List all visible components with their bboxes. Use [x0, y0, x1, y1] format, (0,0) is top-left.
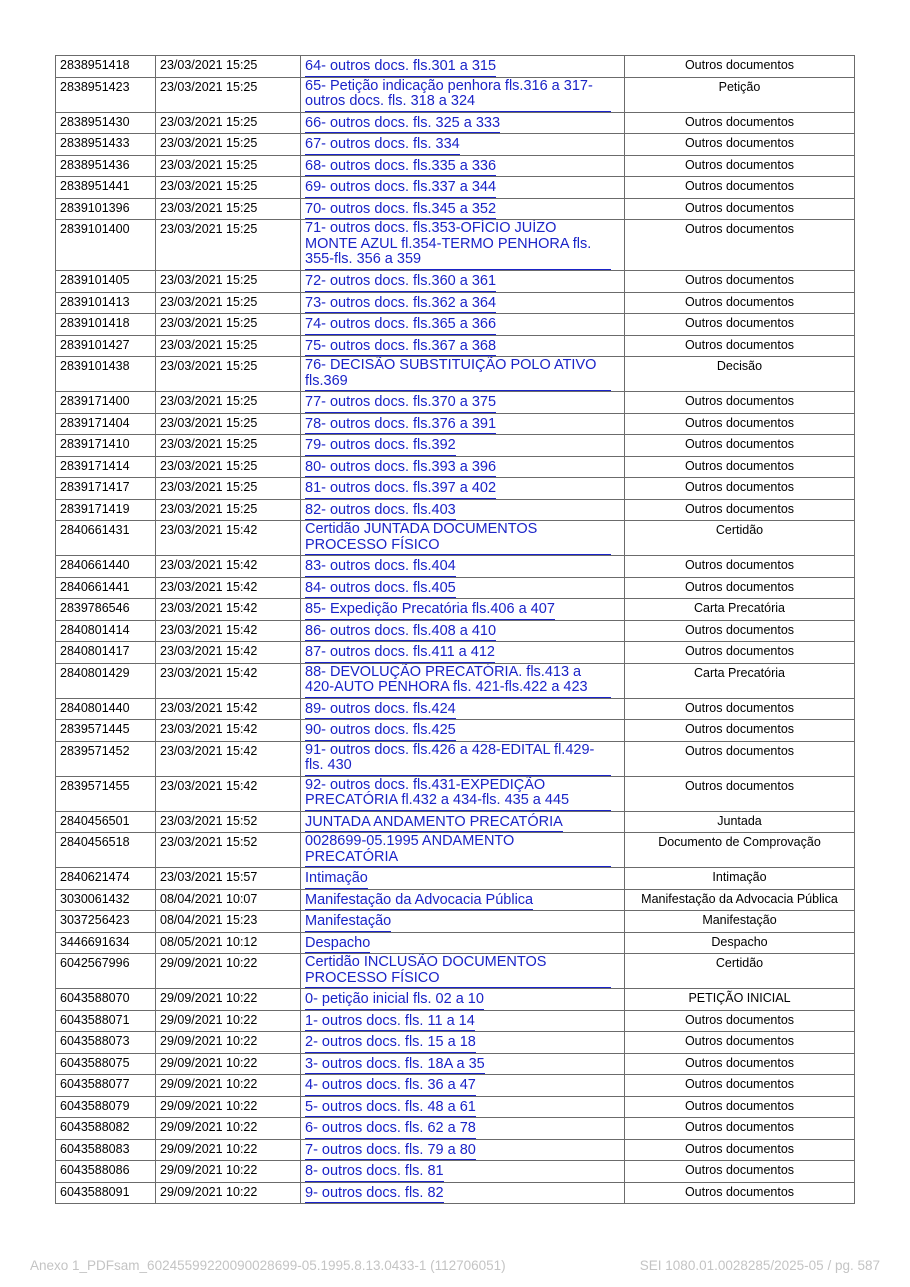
document-id: 6043588086: [56, 1161, 156, 1183]
document-type: Outros documentos: [625, 642, 855, 664]
document-id: 2838951418: [56, 56, 156, 78]
document-cell: [301, 776, 625, 811]
document-link[interactable]: 5- outros docs. fls. 48 a 61: [305, 1100, 476, 1118]
document-date: 23/03/2021 15:25: [156, 392, 301, 414]
document-cell: [301, 357, 625, 392]
document-cell: [301, 556, 625, 578]
document-type: Outros documentos: [625, 392, 855, 414]
document-link[interactable]: 91- outros docs. fls.426 a 428-EDITAL fl.429- fls. 430: [305, 743, 611, 776]
document-cell: [301, 932, 625, 954]
document-link[interactable]: 84- outros docs. fls.405: [305, 581, 456, 599]
document-cell: [301, 577, 625, 599]
table-row: [56, 413, 855, 435]
document-id: 2838951433: [56, 134, 156, 156]
document-date: 23/03/2021 15:25: [156, 314, 301, 336]
document-id: 2839101438: [56, 357, 156, 392]
document-link[interactable]: 69- outros docs. fls.337 a 344: [305, 180, 496, 198]
document-date: 23/03/2021 15:42: [156, 642, 301, 664]
document-link[interactable]: 7- outros docs. fls. 79 a 80: [305, 1143, 476, 1161]
table-row: [56, 577, 855, 599]
document-link[interactable]: 68- outros docs. fls.335 a 336: [305, 159, 496, 177]
document-id: 3037256423: [56, 911, 156, 933]
document-link[interactable]: 72- outros docs. fls.360 a 361: [305, 274, 496, 292]
document-id: 2839101427: [56, 335, 156, 357]
document-cell: [301, 868, 625, 890]
document-date: 29/09/2021 10:22: [156, 1118, 301, 1140]
document-type: Outros documentos: [625, 1010, 855, 1032]
document-id: 2840621474: [56, 868, 156, 890]
document-id: 2839571455: [56, 776, 156, 811]
document-date: 23/03/2021 15:25: [156, 456, 301, 478]
document-cell: [301, 1118, 625, 1140]
table-row: [56, 1182, 855, 1204]
document-cell: [301, 911, 625, 933]
document-id: 2838951436: [56, 155, 156, 177]
table-row: [56, 220, 855, 271]
document-date: 23/03/2021 15:25: [156, 56, 301, 78]
document-type: Outros documentos: [625, 1075, 855, 1097]
document-link[interactable]: 67- outros docs. fls. 334: [305, 137, 460, 155]
document-date: 23/03/2021 15:42: [156, 741, 301, 776]
document-cell: [301, 642, 625, 664]
document-id: 6043588079: [56, 1096, 156, 1118]
document-id: 2839101405: [56, 271, 156, 293]
table-row: [56, 456, 855, 478]
document-type: Outros documentos: [625, 435, 855, 457]
document-cell: [301, 335, 625, 357]
document-link[interactable]: 80- outros docs. fls.393 a 396: [305, 460, 496, 478]
document-id: 2839101396: [56, 198, 156, 220]
document-date: 23/03/2021 15:42: [156, 776, 301, 811]
document-link[interactable]: 3- outros docs. fls. 18A a 35: [305, 1057, 485, 1075]
document-id: 2839171417: [56, 478, 156, 500]
document-date: 29/09/2021 10:22: [156, 1096, 301, 1118]
table-row: [56, 177, 855, 199]
document-type: Outros documentos: [625, 134, 855, 156]
document-date: 29/09/2021 10:22: [156, 1032, 301, 1054]
table-row: [56, 357, 855, 392]
document-id: 2838951430: [56, 112, 156, 134]
document-link[interactable]: 66- outros docs. fls. 325 a 333: [305, 116, 500, 134]
document-type: Outros documentos: [625, 720, 855, 742]
document-id: 2840661440: [56, 556, 156, 578]
document-cell: [301, 833, 625, 868]
document-date: 23/03/2021 15:42: [156, 720, 301, 742]
document-link[interactable]: 89- outros docs. fls.424: [305, 702, 456, 720]
document-date: 23/03/2021 15:52: [156, 833, 301, 868]
document-date: 23/03/2021 15:25: [156, 155, 301, 177]
table-row: [56, 314, 855, 336]
document-cell: [301, 1161, 625, 1183]
document-date: 23/03/2021 15:25: [156, 220, 301, 271]
document-link[interactable]: 83- outros docs. fls.404: [305, 559, 456, 577]
table-row: [56, 1118, 855, 1140]
document-id: 6043588083: [56, 1139, 156, 1161]
document-type: Outros documentos: [625, 1032, 855, 1054]
table-row: [56, 911, 855, 933]
document-id: 2840801417: [56, 642, 156, 664]
document-type: Certidão: [625, 954, 855, 989]
document-link[interactable]: 82- outros docs. fls.403: [305, 503, 456, 521]
footer-source: Anexo 1_PDFsam_60245599220090028699-05.1995.8.13.0433-1 (112706051): [30, 1258, 506, 1273]
table-row: [56, 663, 855, 698]
document-id: 2838951441: [56, 177, 156, 199]
document-cell: [301, 811, 625, 833]
document-date: 23/03/2021 15:42: [156, 599, 301, 621]
table-row: [56, 521, 855, 556]
document-id: 2839171400: [56, 392, 156, 414]
document-link[interactable]: 85- Expedição Precatória fls.406 a 407: [305, 602, 555, 620]
document-cell: [301, 77, 625, 112]
document-type: Outros documentos: [625, 456, 855, 478]
document-date: 23/03/2021 15:42: [156, 663, 301, 698]
document-id: 2840801440: [56, 698, 156, 720]
table-row: [56, 954, 855, 989]
document-cell: [301, 456, 625, 478]
document-date: 29/09/2021 10:22: [156, 954, 301, 989]
document-id: 6043588091: [56, 1182, 156, 1204]
document-date: 29/09/2021 10:22: [156, 989, 301, 1011]
document-cell: [301, 292, 625, 314]
document-cell: [301, 1182, 625, 1204]
document-id: 6043588070: [56, 989, 156, 1011]
document-link[interactable]: 75- outros docs. fls.367 a 368: [305, 339, 496, 357]
document-link[interactable]: 65- Petição indicação penhora fls.316 a 317- outros docs. fls. 318 a 324: [305, 79, 611, 112]
document-link[interactable]: 79- outros docs. fls.392: [305, 438, 456, 456]
document-link[interactable]: 90- outros docs. fls.425: [305, 723, 456, 741]
document-link[interactable]: JUNTADA ANDAMENTO PRECATÓRIA: [305, 815, 563, 833]
document-id: 2839171414: [56, 456, 156, 478]
document-link[interactable]: 74- outros docs. fls.365 a 366: [305, 317, 496, 335]
document-link[interactable]: Certidão JUNTADA DOCUMENTOS PROCESSO FÍSICO: [305, 522, 611, 555]
document-type: Juntada: [625, 811, 855, 833]
document-id: 2840801429: [56, 663, 156, 698]
document-cell: [301, 521, 625, 556]
document-date: 23/03/2021 15:25: [156, 198, 301, 220]
document-cell: [301, 198, 625, 220]
document-type: Outros documentos: [625, 198, 855, 220]
table-row: [56, 271, 855, 293]
document-link[interactable]: 64- outros docs. fls.301 a 315: [305, 59, 496, 77]
document-cell: [301, 1032, 625, 1054]
footer-page-reference: SEI 1080.01.0028285/2025-05 / pg. 587: [639, 1258, 880, 1273]
document-cell: [301, 954, 625, 989]
document-link[interactable]: Manifestação da Advocacia Pública: [305, 893, 533, 911]
document-cell: [301, 741, 625, 776]
document-id: 3030061432: [56, 889, 156, 911]
document-id: 6043588075: [56, 1053, 156, 1075]
table-row: [56, 292, 855, 314]
table-row: [56, 478, 855, 500]
document-type: Outros documentos: [625, 413, 855, 435]
document-cell: [301, 220, 625, 271]
table-row: [56, 620, 855, 642]
document-link[interactable]: 86- outros docs. fls.408 a 410: [305, 624, 496, 642]
document-type: Carta Precatória: [625, 663, 855, 698]
document-type: Outros documentos: [625, 620, 855, 642]
table-row: [56, 599, 855, 621]
document-date: 23/03/2021 15:25: [156, 112, 301, 134]
document-id: 2839171404: [56, 413, 156, 435]
document-date: 29/09/2021 10:22: [156, 1161, 301, 1183]
document-type: Petição: [625, 77, 855, 112]
document-id: 2840801414: [56, 620, 156, 642]
document-id: 2840456518: [56, 833, 156, 868]
table-row: [56, 556, 855, 578]
document-id: 2839101400: [56, 220, 156, 271]
document-type: Outros documentos: [625, 155, 855, 177]
document-cell: [301, 989, 625, 1011]
document-type: Manifestação: [625, 911, 855, 933]
document-link[interactable]: Manifestação: [305, 914, 391, 932]
document-id: 3446691634: [56, 932, 156, 954]
document-type: Intimação: [625, 868, 855, 890]
document-date: 08/04/2021 10:07: [156, 889, 301, 911]
document-date: 23/03/2021 15:52: [156, 811, 301, 833]
document-cell: [301, 155, 625, 177]
table-row: [56, 1032, 855, 1054]
document-id: 2840661431: [56, 521, 156, 556]
document-link[interactable]: 92- outros docs. fls.431-EXPEDIÇÃO PRECATÓRIA fl.432 a 434-fls. 435 a 445: [305, 778, 611, 811]
document-link[interactable]: 8- outros docs. fls. 81: [305, 1164, 444, 1182]
table-row: [56, 1010, 855, 1032]
document-date: 23/03/2021 15:25: [156, 478, 301, 500]
document-id: 6043588071: [56, 1010, 156, 1032]
document-cell: [301, 620, 625, 642]
document-cell: [301, 56, 625, 78]
table-row: [56, 642, 855, 664]
document-id: 2839171419: [56, 499, 156, 521]
document-type: Outros documentos: [625, 177, 855, 199]
table-row: [56, 112, 855, 134]
document-cell: [301, 177, 625, 199]
document-link[interactable]: 73- outros docs. fls.362 a 364: [305, 296, 496, 314]
document-date: 23/03/2021 15:42: [156, 556, 301, 578]
document-link[interactable]: 1- outros docs. fls. 11 a 14: [305, 1014, 475, 1032]
document-link[interactable]: 9- outros docs. fls. 82: [305, 1186, 444, 1204]
document-type: PETIÇÃO INICIAL: [625, 989, 855, 1011]
table-row: [56, 811, 855, 833]
document-type: Outros documentos: [625, 478, 855, 500]
document-link[interactable]: 88- DEVOLUÇÃO PRECATÓRIA. fls.413 a 420-AUTO PENHORA fls. 421-fls.422 a 423: [305, 665, 611, 698]
document-type: Decisão: [625, 357, 855, 392]
document-cell: [301, 435, 625, 457]
table-row: [56, 1053, 855, 1075]
document-type: Outros documentos: [625, 499, 855, 521]
document-date: 29/09/2021 10:22: [156, 1053, 301, 1075]
documents-table-body: [56, 56, 855, 1204]
table-row: [56, 335, 855, 357]
document-type: Outros documentos: [625, 577, 855, 599]
document-type: Outros documentos: [625, 741, 855, 776]
document-cell: [301, 112, 625, 134]
document-link[interactable]: Intimação: [305, 871, 368, 889]
document-link[interactable]: 0- petição inicial fls. 02 a 10: [305, 992, 484, 1010]
document-type: Outros documentos: [625, 1139, 855, 1161]
document-cell: [301, 314, 625, 336]
table-row: [56, 1139, 855, 1161]
document-id: 2839171410: [56, 435, 156, 457]
document-link[interactable]: 76- DECISÃO SUBSTITUIÇÃO POLO ATIVO fls.369: [305, 358, 611, 391]
document-id: 6043588077: [56, 1075, 156, 1097]
document-date: 23/03/2021 15:25: [156, 357, 301, 392]
document-cell: [301, 499, 625, 521]
table-row: [56, 155, 855, 177]
document-link[interactable]: 2- outros docs. fls. 15 a 18: [305, 1035, 476, 1053]
document-date: 23/03/2021 15:42: [156, 698, 301, 720]
document-date: 29/09/2021 10:22: [156, 1010, 301, 1032]
table-row: [56, 989, 855, 1011]
document-cell: [301, 889, 625, 911]
table-row: [56, 932, 855, 954]
document-date: 23/03/2021 15:25: [156, 77, 301, 112]
document-type: Outros documentos: [625, 292, 855, 314]
document-id: 6043588082: [56, 1118, 156, 1140]
document-type: Despacho: [625, 932, 855, 954]
document-date: 29/09/2021 10:22: [156, 1075, 301, 1097]
document-date: 29/09/2021 10:22: [156, 1139, 301, 1161]
document-type: Outros documentos: [625, 335, 855, 357]
document-date: 23/03/2021 15:25: [156, 292, 301, 314]
document-type: Outros documentos: [625, 220, 855, 271]
document-type: Outros documentos: [625, 556, 855, 578]
table-row: [56, 198, 855, 220]
document-link[interactable]: 0028699-05.1995 ANDAMENTO PRECATÓRIA: [305, 834, 611, 867]
document-cell: [301, 392, 625, 414]
table-row: [56, 720, 855, 742]
document-type: Outros documentos: [625, 112, 855, 134]
document-cell: [301, 413, 625, 435]
document-date: 23/03/2021 15:25: [156, 271, 301, 293]
document-id: 2839571452: [56, 741, 156, 776]
document-cell: [301, 599, 625, 621]
document-cell: [301, 271, 625, 293]
table-row: [56, 77, 855, 112]
document-id: 2839101413: [56, 292, 156, 314]
document-cell: [301, 698, 625, 720]
document-cell: [301, 1139, 625, 1161]
document-type: Outros documentos: [625, 1161, 855, 1183]
table-row: [56, 1161, 855, 1183]
document-id: 2839101418: [56, 314, 156, 336]
document-link[interactable]: 70- outros docs. fls.345 a 352: [305, 202, 496, 220]
table-row: [56, 741, 855, 776]
table-row: [56, 889, 855, 911]
document-date: 23/03/2021 15:42: [156, 577, 301, 599]
document-id: 2840456501: [56, 811, 156, 833]
document-link[interactable]: 77- outros docs. fls.370 a 375: [305, 395, 496, 413]
table-row: [56, 868, 855, 890]
document-type: Outros documentos: [625, 1118, 855, 1140]
document-date: 08/04/2021 15:23: [156, 911, 301, 933]
document-id: 6043588073: [56, 1032, 156, 1054]
document-link[interactable]: 78- outros docs. fls.376 a 391: [305, 417, 496, 435]
document-id: 2839786546: [56, 599, 156, 621]
document-cell: [301, 663, 625, 698]
document-link[interactable]: 4- outros docs. fls. 36 a 47: [305, 1078, 476, 1096]
table-row: [56, 134, 855, 156]
document-link[interactable]: Certidão INCLUSÃO DOCUMENTOS PROCESSO FÍSICO: [305, 955, 611, 988]
document-type: Manifestação da Advocacia Pública: [625, 889, 855, 911]
documents-table: [55, 55, 855, 1204]
document-link[interactable]: 6- outros docs. fls. 62 a 78: [305, 1121, 476, 1139]
document-cell: [301, 478, 625, 500]
document-date: 23/03/2021 15:25: [156, 413, 301, 435]
document-link[interactable]: 87- outros docs. fls.411 a 412: [305, 645, 495, 663]
table-row: [56, 776, 855, 811]
document-type: Outros documentos: [625, 698, 855, 720]
document-date: 23/03/2021 15:25: [156, 499, 301, 521]
document-type: Carta Precatória: [625, 599, 855, 621]
document-cell: [301, 1053, 625, 1075]
document-link[interactable]: 81- outros docs. fls.397 a 402: [305, 481, 496, 499]
document-cell: [301, 1010, 625, 1032]
document-type: Documento de Comprovação: [625, 833, 855, 868]
document-cell: [301, 1096, 625, 1118]
document-id: 2839571445: [56, 720, 156, 742]
document-type: Outros documentos: [625, 314, 855, 336]
document-type: Outros documentos: [625, 271, 855, 293]
document-id: 2840661441: [56, 577, 156, 599]
document-cell: [301, 1075, 625, 1097]
document-date: 23/03/2021 15:25: [156, 435, 301, 457]
document-date: 23/03/2021 15:42: [156, 521, 301, 556]
document-id: 2838951423: [56, 77, 156, 112]
document-cell: [301, 720, 625, 742]
table-row: [56, 435, 855, 457]
table-row: [56, 56, 855, 78]
document-type: Outros documentos: [625, 1053, 855, 1075]
table-row: [56, 1075, 855, 1097]
table-row: [56, 392, 855, 414]
table-row: [56, 1096, 855, 1118]
document-date: 23/03/2021 15:57: [156, 868, 301, 890]
document-type: Certidão: [625, 521, 855, 556]
document-type: Outros documentos: [625, 1096, 855, 1118]
document-date: 23/03/2021 15:25: [156, 177, 301, 199]
table-row: [56, 499, 855, 521]
document-link[interactable]: 71- outros docs. fls.353-OFÍCIO JUÍZO MONTE AZUL fl.354-TERMO PENHORA fls. 355-fls. 356 a 359: [305, 221, 611, 270]
document-type: Outros documentos: [625, 1182, 855, 1204]
table-row: [56, 698, 855, 720]
document-date: 23/03/2021 15:25: [156, 134, 301, 156]
document-date: 23/03/2021 15:25: [156, 335, 301, 357]
document-date: 23/03/2021 15:42: [156, 620, 301, 642]
document-date: 08/05/2021 10:12: [156, 932, 301, 954]
document-link[interactable]: Despacho: [305, 936, 370, 954]
document-date: 29/09/2021 10:22: [156, 1182, 301, 1204]
document-id: 6042567996: [56, 954, 156, 989]
document-type: Outros documentos: [625, 56, 855, 78]
document-cell: [301, 134, 625, 156]
table-row: [56, 833, 855, 868]
document-type: Outros documentos: [625, 776, 855, 811]
